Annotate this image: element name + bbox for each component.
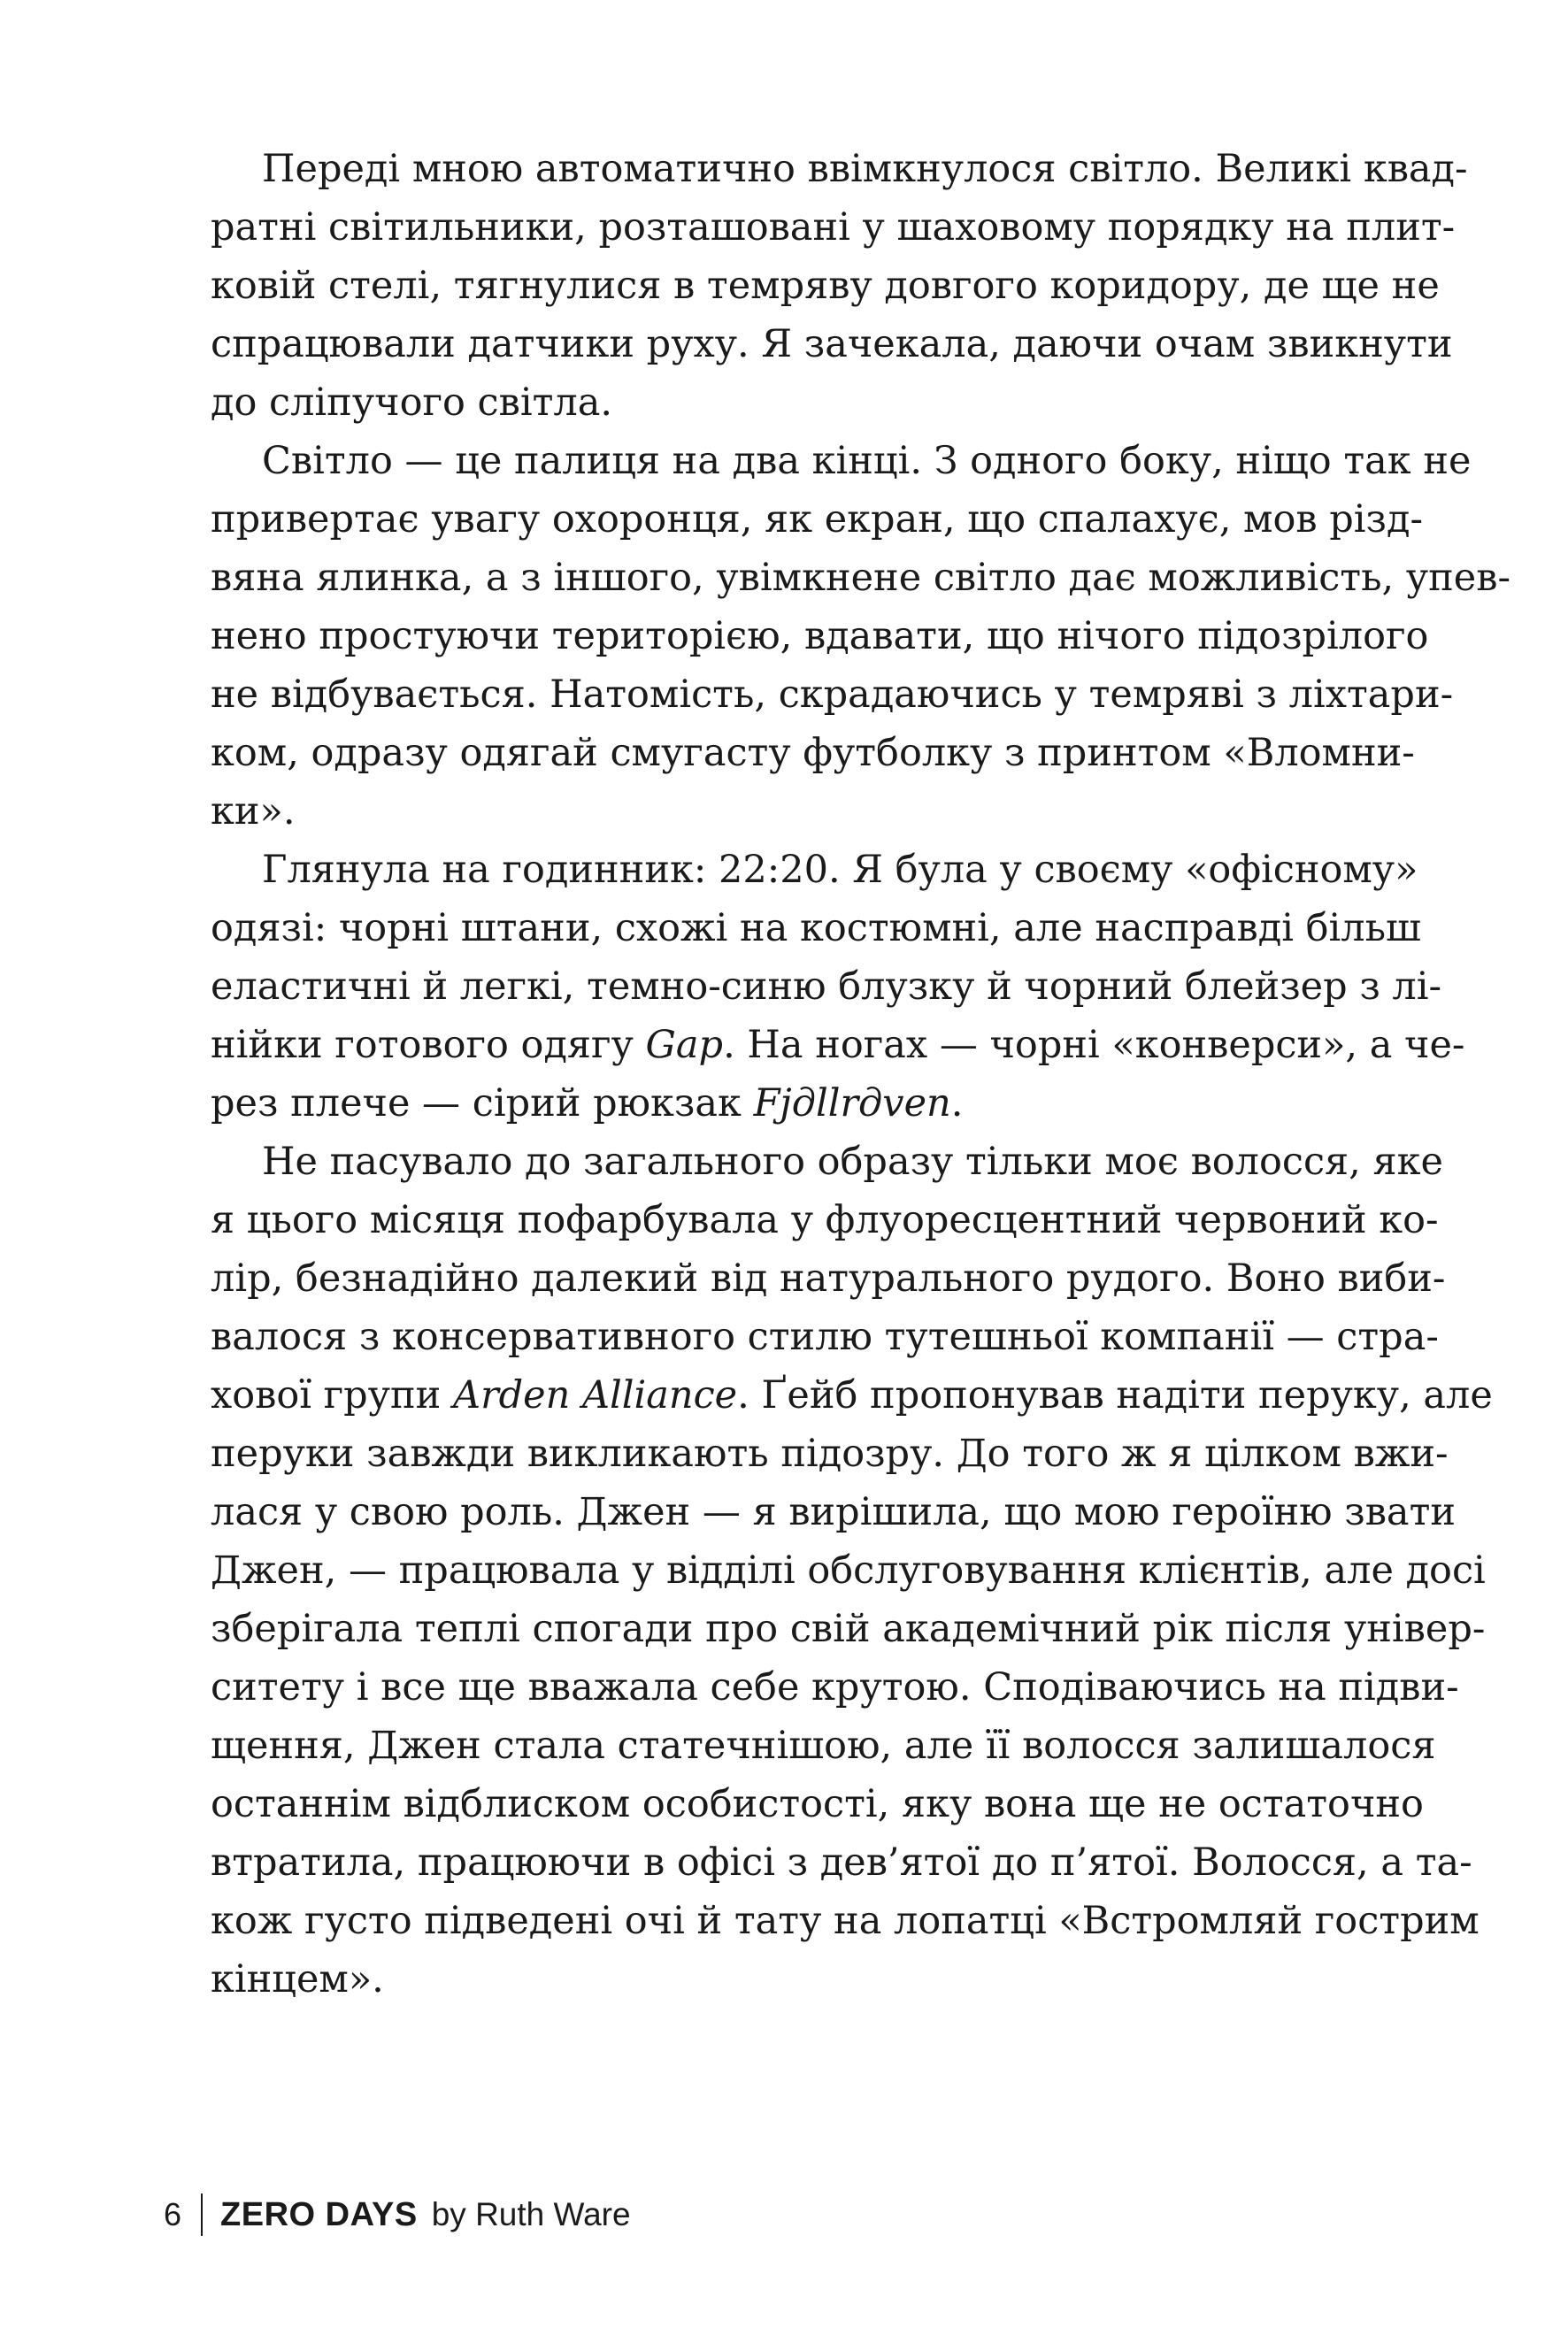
text-line: Джен, — працювала у відділі обслуговування клієнтів, але досі — [211, 1548, 1486, 1593]
text-run: . — [950, 1081, 964, 1126]
text-line: лася у свою роль. Джен — я вирішила, що мою героїню звати — [211, 1490, 1457, 1534]
page-footer — [164, 2188, 631, 2241]
text-line: останнім відблиском особистості, яку вона ще не остаточно — [211, 1782, 1424, 1826]
text-line: ком, одразу одягай смугасту футболку з принтом «Вломни- — [211, 731, 1415, 775]
footer-divider — [201, 2193, 203, 2236]
company-name: Arden Alliance — [453, 1373, 738, 1418]
text-line: кож густо підведені очі й тату на лопатці «Встромляй гострим — [211, 1899, 1480, 1943]
text-line — [211, 1018, 1465, 1072]
brand-name: Fjдllrдven — [753, 1081, 951, 1126]
text-line: нено простуючи територією, вдавати, що нічого підозрілого — [211, 614, 1429, 658]
book-title: ZERO DAYS — [220, 2195, 418, 2233]
text-line: я цього місяця пофарбувала у флуоресцентний червоний ко- — [211, 1198, 1439, 1242]
text-line: кінцем». — [211, 1957, 384, 2001]
text-line: щення, Джен стала статечнішою, але її волосся залишалося — [211, 1724, 1436, 1768]
text-line: Глянула на годинник: 22:20. Я була у своєму «офісному» — [262, 848, 1418, 892]
text-line: ки». — [211, 789, 296, 834]
text-run: хової групи — [211, 1373, 442, 1418]
text-line — [211, 1076, 963, 1131]
page-number: 6 — [164, 2196, 182, 2232]
text-line: еластичні й легкі, темно-синю блузку й чорний блейзер з лі- — [211, 964, 1442, 1009]
text-run: рез плече — сірий рюкзак — [211, 1081, 742, 1126]
text-line: ратні світильники, розташовані у шаховому порядку на плит- — [211, 205, 1456, 250]
text-line: вяна ялинка, а з іншого, увімкнене світло дає можливість, упев- — [211, 556, 1510, 600]
text-run: нійки готового одягу — [211, 1023, 634, 1067]
text-run: . Ґейб пропонував надіти перуку, але — [737, 1373, 1493, 1418]
text-line: втратила, працюючи в офісі з дев’ятої до п’ятої. Волосся, а та- — [211, 1840, 1472, 1885]
text-line: не відбувається. Натомість, скрадаючись у темряві з ліхтари- — [211, 672, 1454, 717]
text-line: одязі: чорні штани, схожі на костюмні, але насправді більш — [211, 906, 1421, 950]
text-line: до сліпучого світла. — [211, 380, 612, 425]
text-line: перуки завжди викликають підозру. До того ж я цілком вжи- — [211, 1432, 1449, 1476]
text-line: лір, безнадійно далекий від натурального рудого. Воно виби- — [211, 1256, 1446, 1301]
text-line: валося з консервативного стилю тутешньої компанії — стра- — [211, 1315, 1439, 1359]
text-line: ковій стелі, тягнулися в темряву довгого коридору, де ще не — [211, 264, 1440, 308]
text-line: Світло — це палиця на два кінці. З одного боку, ніщо так не — [262, 439, 1472, 483]
text-line — [211, 1368, 1493, 1423]
text-line: ситету і все ще вважала себе крутою. Сподіваючись на підви- — [211, 1665, 1459, 1709]
brand-name: Gap — [645, 1023, 724, 1067]
text-line: спрацювали датчики руху. Я зачекала, даючи очам звикнути — [211, 322, 1453, 366]
text-line: привертає увагу охоронця, як екран, що спалахує, мов різд- — [211, 497, 1423, 542]
author-credit: by Ruth Ware — [431, 2196, 631, 2232]
text-line: Не пасувало до загального образу тільки моє волосся, яке — [262, 1140, 1443, 1184]
text-line: зберігала теплі спогади про свій академічний рік після універ- — [211, 1607, 1486, 1651]
text-run: . На ногах — чорні «конверси», а че- — [723, 1023, 1465, 1067]
text-line: Переді мною автоматично ввімкнулося світло. Великі квад- — [262, 147, 1468, 191]
